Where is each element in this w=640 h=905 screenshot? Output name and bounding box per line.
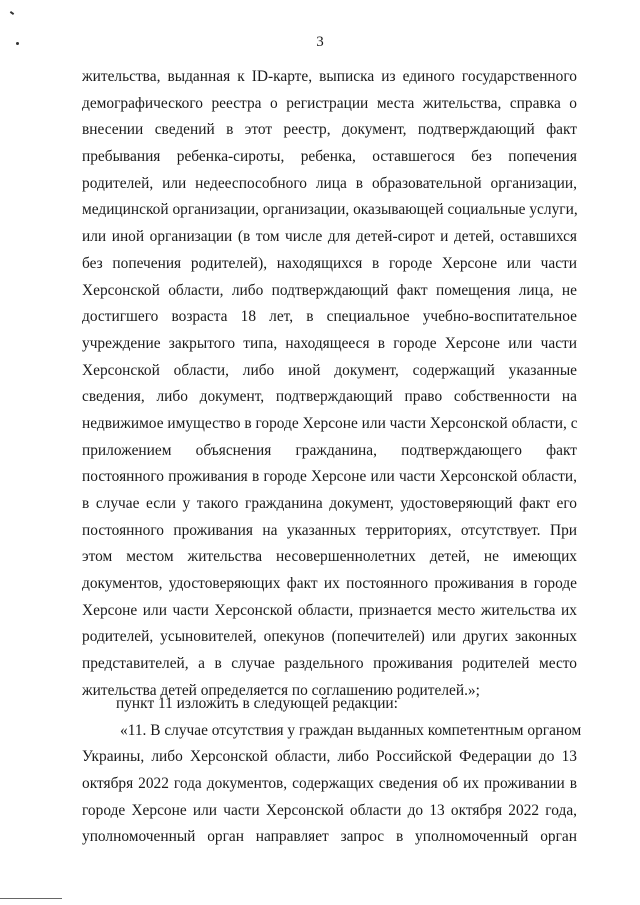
text-line: или иной организации (в том числе для детей-сирот и детей, оставшихся bbox=[82, 228, 577, 246]
text-line: «11. В случае отсутствия у граждан выданных компетентным органом bbox=[120, 721, 582, 739]
text-line: Херсоне или части Херсонской области, признается место жительства их bbox=[82, 601, 577, 619]
text-line: сведения, либо документ, подтверждающий право собственности на bbox=[82, 388, 577, 406]
text-line: приложением объяснения гражданина, подтверждающего факт bbox=[82, 441, 577, 459]
text-line: без попечения родителей), находящихся в городе Херсоне или части bbox=[82, 254, 577, 272]
text-line: медицинской организации, организации, оказывающей социальные услуги, bbox=[82, 201, 578, 219]
text-line: уполномоченный орган направляет запрос в уполномоченный орган bbox=[82, 828, 577, 846]
text-line: в случае если у такого гражданина документ, удостоверяющий факт его bbox=[82, 495, 577, 512]
text-line: представителей, а в случае раздельного проживания родителей место bbox=[82, 655, 577, 673]
text-line: городе Херсоне или части Херсонской области до 13 октября 2022 года, bbox=[82, 801, 577, 819]
text-line: Украины, либо Херсонской области, либо Российской Федерации до 13 bbox=[82, 748, 577, 766]
text-line: постоянного проживания на указанных территориях, отсутствует. При bbox=[82, 521, 577, 539]
text-line: пункт 11 изложить в следующей редакции: bbox=[116, 695, 398, 712]
text-line: учреждение закрытого типа, находящееся в городе Херсоне или части bbox=[82, 334, 577, 352]
text-line: жительства, выданная к ID-карте, выписка из единого государственного bbox=[82, 68, 577, 85]
amendment-text bbox=[82, 691, 582, 851]
text-line: Херсонской области, либо подтверждающий факт помещения лица, не bbox=[82, 281, 577, 299]
scan-edge-line bbox=[0, 898, 62, 899]
text-line: родителей, или недееспособного лица в образовательной организации, bbox=[82, 174, 577, 192]
text-line: внесении сведений в этот реестр, документ, подтверждающий факт bbox=[82, 121, 577, 139]
text-line: документов, удостоверяющих факт их постоянного проживания в городе bbox=[82, 575, 577, 593]
text-line: демографического реестра о регистрации места жительства, справка о bbox=[82, 94, 577, 112]
page-number: 3 bbox=[316, 34, 324, 50]
text-line: достигшего возраста 18 лет, в специальное учебно-воспитательное bbox=[82, 308, 577, 326]
text-line: недвижимое имущество в городе Херсоне или части Херсонской области, с bbox=[82, 414, 578, 432]
text-line: постоянного проживания в городе Херсоне или части Херсонской области, bbox=[82, 468, 577, 486]
text-line: этом местом жительства несовершеннолетних детей, не имеющих bbox=[82, 548, 577, 566]
text-line: родителей, усыновителей, опекунов (попечителей) или других законных bbox=[82, 628, 577, 646]
text-line: пребывания ребенка-сироты, ребенка, оставшегося без попечения bbox=[82, 148, 577, 166]
paragraph-continued bbox=[82, 64, 577, 705]
text-line: жительства детей определяется по соглашению родителей.»; bbox=[82, 681, 480, 699]
text-line: Херсонской области, либо иной документ, содержащий указанные bbox=[82, 361, 577, 379]
text-line: октября 2022 года документов, содержащих сведения об их проживании в bbox=[82, 775, 577, 793]
scan-mark bbox=[10, 11, 14, 15]
